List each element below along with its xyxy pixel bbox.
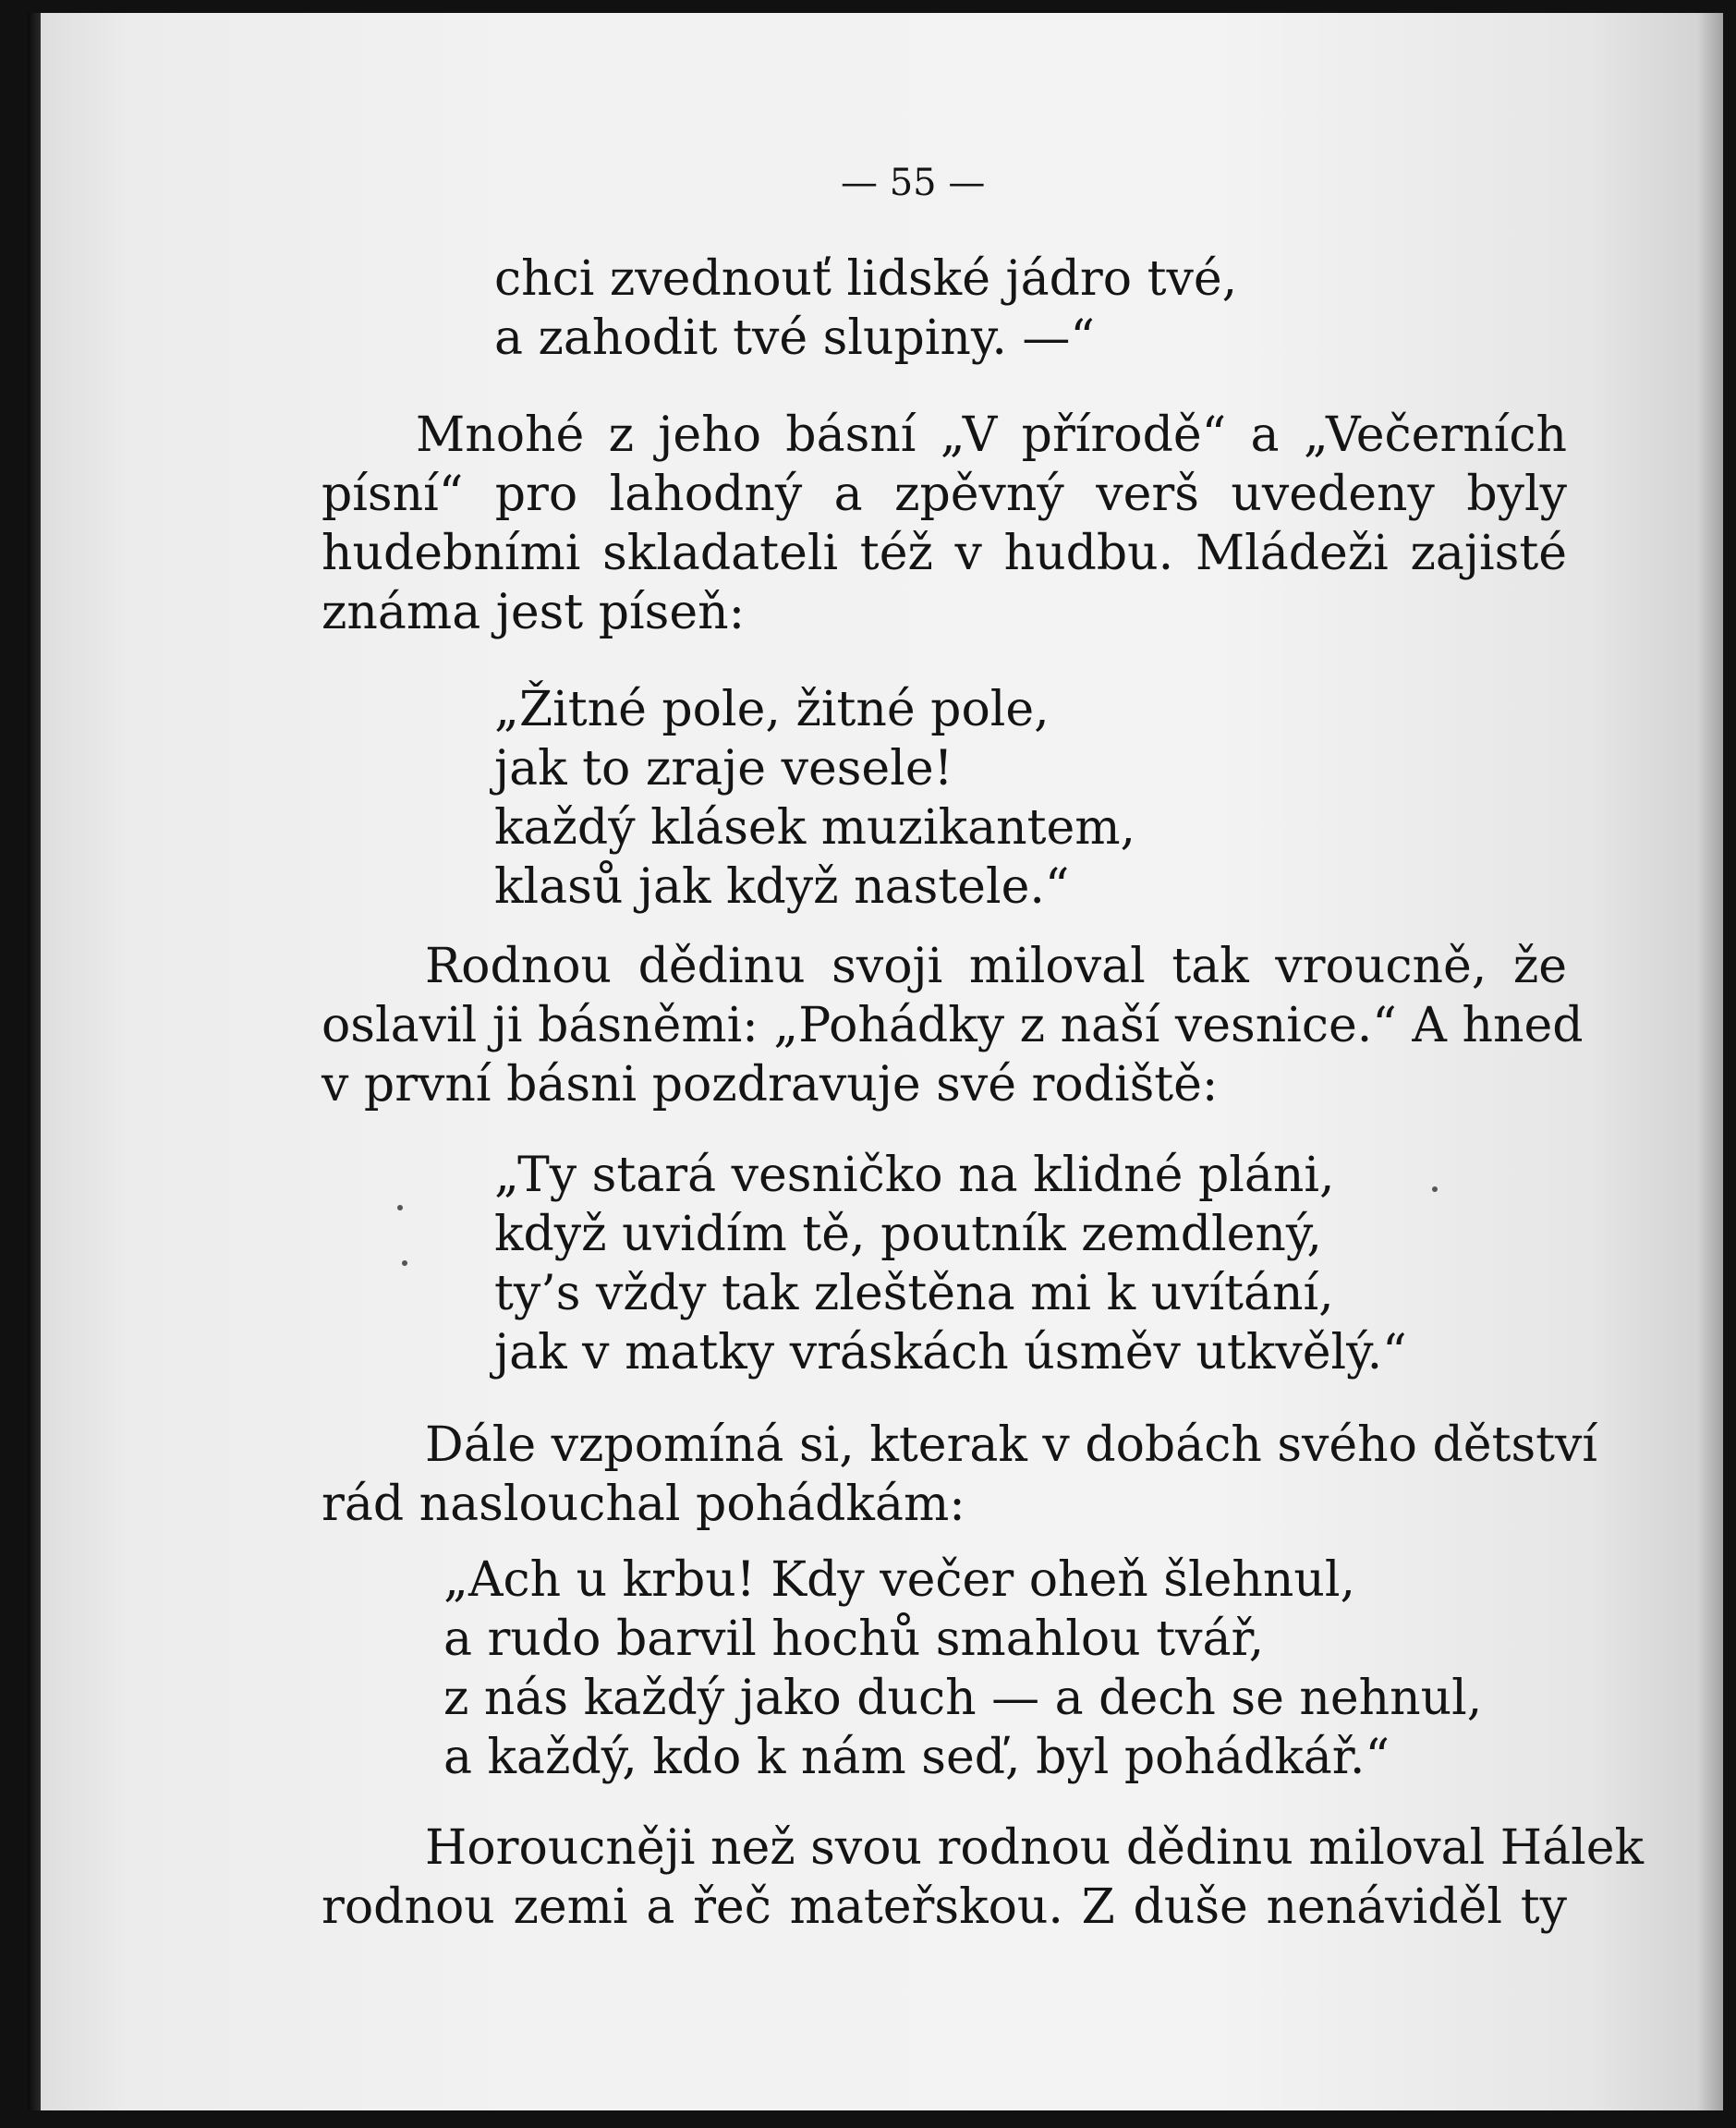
- verse-line: „Žitné pole, žitné pole,: [494, 682, 1050, 737]
- paragraph-line: v první básni pozdravuje své rodiště:: [322, 1057, 1219, 1113]
- verse-line: klasů jak když nastele.“: [494, 859, 1070, 915]
- verse-line: a zahodit tvé slupiny. —“: [494, 310, 1095, 366]
- paragraph-line: hudebními skladateli též v hudbu. Mládeži zajisté: [322, 526, 1567, 581]
- paragraph-line: rodnou zemi a řeč mateřskou. Z duše nenáviděl ty: [322, 1879, 1567, 1935]
- paragraph-line: Horoucněji než svou rodnou dědinu miloval Hálek: [425, 1820, 1644, 1876]
- scan-speck: [397, 1205, 403, 1210]
- verse-line: „Ach u krbu! Kdy večer oheň šlehnul,: [443, 1552, 1356, 1608]
- paragraph-line: oslavil ji básněmi: „Pohádky z naší vesnice.“ A hned: [322, 998, 1584, 1053]
- paragraph-line: Dále vzpomíná si, kterak v dobách svého dětství: [425, 1417, 1598, 1473]
- verse-line: když uvidím tě, poutník zemdlený,: [494, 1207, 1322, 1262]
- verse-line: „Ty stará vesničko na klidné pláni,: [494, 1148, 1335, 1203]
- page-number: — 55 —: [841, 162, 986, 204]
- verse-line: ty’s vždy tak zleštěna mi k uvítání,: [494, 1266, 1334, 1321]
- verse-line: jak v matky vráskách úsměv utkvělý.“: [494, 1325, 1407, 1380]
- verse-line: jak to zraje vesele!: [494, 741, 953, 796]
- page-text: [28, 13, 1723, 2110]
- verse-line: a rudo barvil hochů smahlou tvář,: [443, 1611, 1265, 1667]
- paragraph-line: známa jest píseň:: [322, 585, 746, 640]
- book-page: [28, 13, 1723, 2110]
- paragraph-line: písní“ pro lahodný a zpěvný verš uvedeny byly: [322, 467, 1567, 522]
- scan-speck: [402, 1260, 407, 1266]
- paragraph-line: Rodnou dědinu svoji miloval tak vroucně, že: [425, 939, 1567, 994]
- scan-speck: [1432, 1186, 1438, 1192]
- verse-line: z nás každý jako duch — a dech se nehnul,: [443, 1671, 1483, 1726]
- verse-line: každý klásek muzikantem,: [494, 800, 1136, 856]
- paragraph-line: Mnohé z jeho básní „V přírodě“ a „Večerních: [416, 407, 1567, 463]
- verse-line: chci zvednouť lidské jádro tvé,: [494, 251, 1238, 307]
- verse-line: a každý, kdo k nám seď, byl pohádkář.“: [443, 1730, 1390, 1785]
- paragraph-line: rád naslouchal pohádkám:: [322, 1477, 965, 1532]
